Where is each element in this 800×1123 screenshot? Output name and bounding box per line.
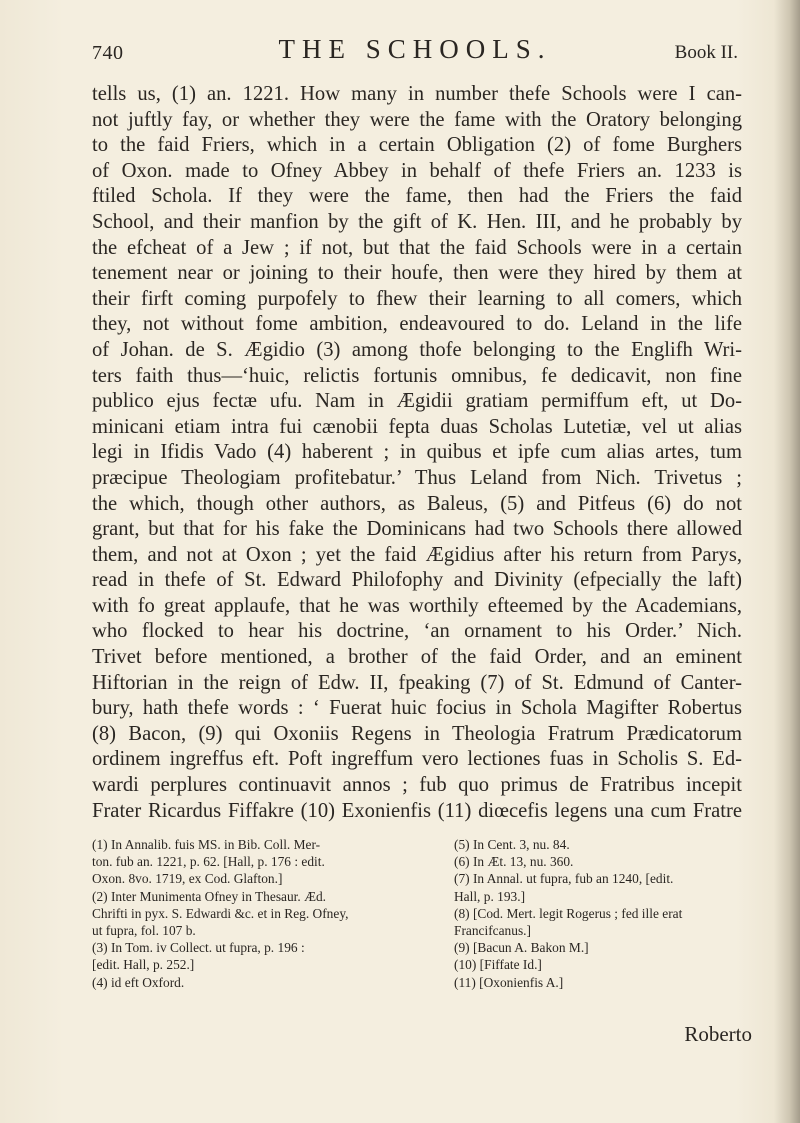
footnote-line: (3) In Tom. iv Collect. ut fupra, p. 196 :	[92, 940, 305, 956]
footnote-line: ton. fub an. 1221, p. 62. [Hall, p. 176 : edit.	[92, 854, 325, 870]
footnotes-right-column	[454, 836, 746, 991]
text-line: School, and their manfion by the gift of K. Hen. III, and he probably by	[92, 210, 742, 233]
body-text	[92, 82, 742, 824]
text-line: tells us, (1) an. 1221. How many in number thefe Schools were I can-	[92, 83, 742, 105]
text-line: of Oxon. made to Ofney Abbey in behalf of thefe Friers an. 1233 is	[92, 159, 742, 182]
footnote-line: (1) In Annalib. fuis MS. in Bib. Coll. Mer-	[92, 837, 321, 852]
text-line: the which, though other authors, as Baleus, (5) and Pitfeus (6) do not	[92, 492, 742, 515]
text-line: not juftly fay, or whether they were the fame with the Oratory belonging	[92, 108, 742, 131]
text-line: of Johan. de S. Ægidio (3) among thofe belonging to the Englifh Wri-	[92, 338, 742, 361]
text-line: them, and not at Oxon ; yet the faid Ægidius after his return from Parys,	[92, 543, 742, 566]
footnote-line: Francifcanus.]	[454, 922, 531, 938]
text-line: (8) Bacon, (9) qui Oxoniis Regens in Theologia Fratrum Prædicatorum	[92, 722, 742, 745]
footnote-line: Hall, p. 193.]	[454, 888, 526, 904]
footnote-line: [edit. Hall, p. 252.]	[92, 957, 195, 973]
footnote-line: (8) [Cod. Mert. legit Rogerus ; fed ille erat	[454, 905, 683, 921]
text-line: Trivet before mentioned, a brother of the faid Order, and an eminent	[92, 646, 742, 669]
text-line: grant, but that for his fake the Dominicans had two Schools there allowed	[92, 518, 742, 541]
footnote-line: (5) In Cent. 3, nu. 84.	[454, 837, 570, 852]
text-line: Frater Ricardus Fiffakre (10) Exonienfis (11) diœcefis legens una cum Fratre	[92, 799, 742, 822]
page-number: 740	[92, 42, 124, 64]
text-line: read in thefe of St. Edward Philofophy and Divinity (efpecially the laft)	[92, 569, 742, 592]
text-line: to the faid Friers, which in a certain Obligation (2) of fome Burghers	[92, 134, 742, 157]
footnote-line: Chrifti in pyx. S. Edwardi &c. et in Reg. Ofney,	[92, 905, 349, 921]
page-edge-shadow	[774, 0, 800, 1123]
text-line: ters faith thus—‘huic, relictis fortunis omnibus, fe dedicavit, non fine	[92, 364, 742, 387]
text-line: they, not without fome ambition, endeavoured to do. Leland in the life	[92, 313, 742, 336]
running-head: THE SCHOOLS.	[278, 34, 552, 64]
text-line: wardi perplures continuavit annos ; fub quo primus de Fratribus incepit	[92, 774, 742, 797]
text-line: publico ejus fectæ ufu. Nam in Ægidii gratiam permiffum eft, ut Do-	[92, 390, 742, 413]
text-line: the efcheat of a Jew ; if not, but that the faid Schools were in a certain	[92, 236, 742, 259]
footnote-line: (2) Inter Munimenta Ofney in Thesaur. Æd.	[92, 888, 327, 904]
text-line: with fo great applaufe, that he was worthily efteemed by the Academians,	[92, 594, 742, 617]
footnote-line: Oxon. 8vo. 1719, ex Cod. Glafton.]	[92, 871, 283, 887]
footnote-line: (9) [Bacun A. Bakon M.]	[454, 940, 589, 956]
footnotes-left-column	[92, 836, 422, 991]
footnote-line: (6) In Æt. 13, nu. 360.	[454, 854, 574, 870]
text-line: Hiftorian in the reign of Edw. II, fpeaking (7) of St. Edmund of Canter-	[92, 671, 742, 694]
footnote-line: ut fupra, fol. 107 b.	[92, 922, 196, 938]
text-line: tenement near or joining to their houfe, then were they hired by them at	[92, 262, 742, 285]
book-label: Book II.	[674, 42, 738, 63]
text-line: bury, hath thefe words : ‘ Fuerat huic focius in Schola Magifter Robertus	[92, 697, 742, 720]
footnote-line: (7) In Annal. ut fupra, fub an 1240, [edit.	[454, 871, 674, 887]
text-line: their firft coming purpofely to fhew their learning to all comers, which	[92, 287, 742, 310]
text-line: ordinem ingreffus eft. Poft ingreffum vero lectiones fuas in Scholis S. Ed-	[92, 748, 742, 771]
footnote-line: (11) [Oxonienfis A.]	[454, 974, 564, 990]
footnote-line: (10) [Fiffate Id.]	[454, 957, 542, 973]
page-header	[92, 34, 738, 74]
text-line: minicani etiam intra fui cænobii fepta duas Scholas Lutetiæ, vel ut alias	[92, 415, 742, 438]
text-line: who flocked to hear his doctrine, ‘an ornament to his Order.’ Nich.	[92, 620, 742, 643]
catchword: Roberto	[684, 1022, 752, 1046]
text-line: ftiled Schola. If they were the fame, then had the Friers the faid	[92, 185, 742, 208]
text-line: legi in Ifidis Vado (4) haberent ; in quibus et ipfe cum alias artes, tum	[92, 441, 742, 464]
text-line: præcipue Theologiam profitebatur.’ Thus Leland from Nich. Trivetus ;	[92, 466, 742, 489]
footnote-line: (4) id eft Oxford.	[92, 974, 185, 990]
